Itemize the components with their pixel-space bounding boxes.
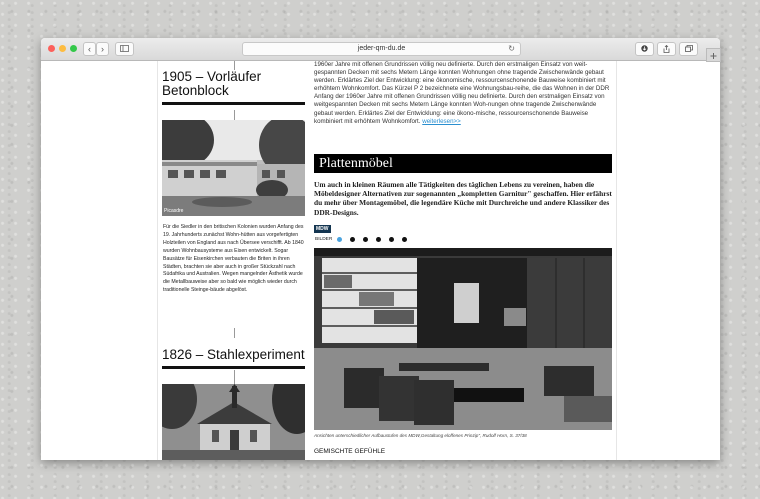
timeline-line <box>234 370 235 384</box>
download-icon <box>641 45 648 52</box>
share-icon <box>663 45 670 53</box>
mdw-furniture-image <box>314 248 612 430</box>
betonblock-image <box>162 120 305 216</box>
close-window-button[interactable] <box>48 45 55 52</box>
timeline-heading-1905: 1905 – Vorläufer Betonblock <box>162 69 262 98</box>
back-button[interactable] <box>83 42 96 56</box>
photo-betonblock[interactable] <box>162 120 305 216</box>
zoom-window-button[interactable] <box>70 45 77 52</box>
stahlexperiment-image <box>162 384 305 460</box>
timeline-line <box>234 328 235 338</box>
browser-toolbar <box>41 38 720 61</box>
timeline-heading-1826: 1826 – Stahlexperiment <box>162 347 305 362</box>
timeline-text-1905: Für die Siedler in den britischen Kolonien wurden Anfang des 19. Jahrhunderts zunächst Wohn-hütten aus vorgefertigten Holzteilen von England aus nach Übersee verschifft. Ab 1840 wurden Wohnbausysteme aus Eisen entwickelt. Sogar Bausätze für Eisenkirchen verbauten die Briten in ihren Städten, brachten sie aber auch in großer Stückzahl nach Südafrika und Australien. Wegen mangelnder Ästhetik wurde die Metallbauweise aber so bald wie möglich wieder durch traditionelle Steinge-bäude abgelöst. <box>163 224 304 294</box>
photo-caption: Ansichten unterschiedlicher Aufbaustufen des MDW,Gestaltung eloffenes Prinzip", Rudolf Horn, S. 37/38 <box>314 433 527 438</box>
tabs-icon <box>685 45 693 52</box>
page-content <box>41 61 720 460</box>
content-edge-right <box>616 61 617 460</box>
tabs-button[interactable] <box>679 42 698 56</box>
sidebar-button[interactable] <box>115 42 134 56</box>
reload-icon[interactable]: ↻ <box>508 44 515 53</box>
heading-rule <box>162 102 305 105</box>
address-bar[interactable] <box>242 42 521 56</box>
gallery-dot-4[interactable] <box>376 237 381 242</box>
gallery-dot-5[interactable] <box>389 237 394 242</box>
intro-text: 1960er Jahre mit offenen Grundrissen völlig neu definierte. Durch den erstmaligen Einsatz von weit-gespannten Decken mit sechs Metern Länge konnten Wohnungen ohne tragende Zwischenwände gebaut werden. Erklärtes Ziel der Entwicklung: eine ökonomische, ressourcenschonende Bauweise kombiniert mit erhöhtem Wohnkomfort. Das Kürzel P 2 bezeichnete eine Wohnungsbau-reihe, die das Wohnen in der DDR Anfang der 1960er Jahre mit offenen Grundrissen völlig neu definierte. Durch den erstmaligen Einsatz von weitgespannten Decken mit sechs Metern Länge konnten Woh-nungen ohne tragende Zwischenwände gebaut werden. Erklärtes Ziel der Entwicklung: eine ökono-mische, ressourcenschonende Bauweise kombiniert mit erhöhtem Wohnkomfort. <box>314 61 610 125</box>
intro-paragraph <box>314 61 612 126</box>
timeline-entry-1905 <box>162 70 305 105</box>
gallery-dot-3[interactable] <box>363 237 368 242</box>
browser-window <box>41 38 720 460</box>
gallery-dot-6[interactable] <box>402 237 407 242</box>
forward-icon: › <box>101 44 104 54</box>
photo-credit: Picasdre <box>164 208 184 214</box>
gallery-dot-2[interactable] <box>350 237 355 242</box>
subheading: GEMISCHTE GEFÜHLE <box>314 448 386 455</box>
gallery-label: BILDER <box>315 237 333 242</box>
section-title: Plattenmöbel <box>319 156 393 171</box>
lead-paragraph: Um auch in kleinen Räumen alle Tätigkeiten des täglichen Lebens zu vereinen, haben die Möbeldesigner Alternativen zur sogenannten „kompletten Garnitur" geschaffen. Hier erfährst du mehr über Montagemöbel, die legendäre Küche mit Durchreiche und andere Klassiker des DDR-Designs. <box>314 180 612 217</box>
forward-button[interactable] <box>96 42 109 56</box>
url-text: jeder-qm-du.de <box>357 45 406 52</box>
read-more-link[interactable]: weiterlesen>> <box>422 117 461 125</box>
sidebar-icon <box>120 45 129 52</box>
share-button[interactable] <box>657 42 676 56</box>
photo-stahlexperiment[interactable] <box>162 384 305 460</box>
category-tag[interactable]: MDW <box>316 226 329 232</box>
timeline-entry-1826 <box>162 348 305 369</box>
content-edge-left <box>157 61 158 460</box>
download-button[interactable] <box>635 42 654 56</box>
gallery-dot-1[interactable] <box>337 237 342 242</box>
heading-rule <box>162 366 305 369</box>
plus-icon <box>707 50 720 62</box>
back-icon: ‹ <box>88 44 91 54</box>
gallery-photo-mdw[interactable] <box>314 248 612 430</box>
timeline-line <box>234 110 235 120</box>
section-title-bar <box>314 154 612 173</box>
minimize-window-button[interactable] <box>59 45 66 52</box>
new-tab-button[interactable] <box>706 48 721 62</box>
